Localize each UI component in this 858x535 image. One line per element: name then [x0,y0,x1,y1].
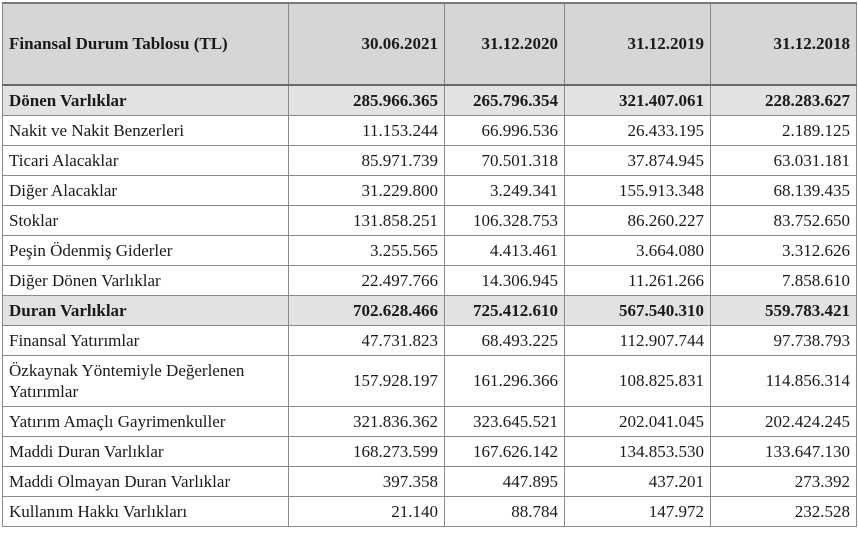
row-label: Diğer Dönen Varlıklar [3,266,289,296]
row-label: Ticari Alacaklar [3,146,289,176]
cell-value: 114.856.314 [711,356,857,407]
cell-value: 106.328.753 [445,206,565,236]
row-label: Peşin Ödenmiş Giderler [3,236,289,266]
cell-value: 285.966.365 [289,85,445,116]
cell-value: 83.752.650 [711,206,857,236]
cell-value: 228.283.627 [711,85,857,116]
table-row [3,236,857,266]
cell-value: 2.189.125 [711,116,857,146]
row-label: Duran Varlıklar [3,296,289,326]
column-header-2021-06: 30.06.2021 [289,3,445,85]
table-body [3,85,857,527]
cell-value: 559.783.421 [711,296,857,326]
cell-value: 321.407.061 [565,85,711,116]
cell-value: 725.412.610 [445,296,565,326]
cell-value: 202.041.045 [565,407,711,437]
table-row [3,437,857,467]
cell-value: 321.836.362 [289,407,445,437]
cell-value: 134.853.530 [565,437,711,467]
cell-value: 11.261.266 [565,266,711,296]
row-label: Finansal Yatırımlar [3,326,289,356]
cell-value: 437.201 [565,467,711,497]
cell-value: 85.971.739 [289,146,445,176]
financial-position-table [2,2,857,527]
row-label: Diğer Alacaklar [3,176,289,206]
cell-value: 31.229.800 [289,176,445,206]
row-label: Maddi Olmayan Duran Varlıklar [3,467,289,497]
cell-value: 447.895 [445,467,565,497]
cell-value: 147.972 [565,497,711,527]
cell-value: 88.784 [445,497,565,527]
row-label: Nakit ve Nakit Benzerleri [3,116,289,146]
table-row [3,407,857,437]
financial-position-table-container [2,2,856,527]
cell-value: 167.626.142 [445,437,565,467]
cell-value: 567.540.310 [565,296,711,326]
cell-value: 37.874.945 [565,146,711,176]
table-row [3,266,857,296]
cell-value: 131.858.251 [289,206,445,236]
cell-value: 161.296.366 [445,356,565,407]
cell-value: 14.306.945 [445,266,565,296]
cell-value: 108.825.831 [565,356,711,407]
row-label: Özkaynak Yöntemiyle Değerlenen Yatırımlar [3,356,289,407]
cell-value: 202.424.245 [711,407,857,437]
cell-value: 3.312.626 [711,236,857,266]
cell-value: 63.031.181 [711,146,857,176]
table-row [3,146,857,176]
cell-value: 397.358 [289,467,445,497]
cell-value: 112.907.744 [565,326,711,356]
cell-value: 4.413.461 [445,236,565,266]
cell-value: 157.928.197 [289,356,445,407]
table-row-current-assets [3,85,857,116]
cell-value: 3.255.565 [289,236,445,266]
column-header-2019: 31.12.2019 [565,3,711,85]
table-row [3,356,857,407]
table-row [3,467,857,497]
cell-value: 68.139.435 [711,176,857,206]
row-label: Stoklar [3,206,289,236]
cell-value: 86.260.227 [565,206,711,236]
cell-value: 22.497.766 [289,266,445,296]
cell-value: 97.738.793 [711,326,857,356]
cell-value: 133.647.130 [711,437,857,467]
table-row [3,206,857,236]
row-label: Kullanım Hakkı Varlıkları [3,497,289,527]
table-row [3,497,857,527]
cell-value: 323.645.521 [445,407,565,437]
cell-value: 47.731.823 [289,326,445,356]
cell-value: 11.153.244 [289,116,445,146]
cell-value: 273.392 [711,467,857,497]
table-header [3,3,857,85]
cell-value: 7.858.610 [711,266,857,296]
column-header-2018: 31.12.2018 [711,3,857,85]
cell-value: 3.249.341 [445,176,565,206]
cell-value: 21.140 [289,497,445,527]
cell-value: 702.628.466 [289,296,445,326]
table-title: Finansal Durum Tablosu (TL) [3,3,289,85]
cell-value: 168.273.599 [289,437,445,467]
table-row-non-current-assets [3,296,857,326]
cell-value: 232.528 [711,497,857,527]
row-label: Maddi Duran Varlıklar [3,437,289,467]
row-label: Yatırım Amaçlı Gayrimenkuller [3,407,289,437]
cell-value: 66.996.536 [445,116,565,146]
cell-value: 68.493.225 [445,326,565,356]
cell-value: 26.433.195 [565,116,711,146]
table-row [3,326,857,356]
table-row [3,116,857,146]
cell-value: 155.913.348 [565,176,711,206]
header-row [3,3,857,85]
cell-value: 265.796.354 [445,85,565,116]
row-label: Dönen Varlıklar [3,85,289,116]
column-header-2020: 31.12.2020 [445,3,565,85]
cell-value: 3.664.080 [565,236,711,266]
table-row [3,176,857,206]
cell-value: 70.501.318 [445,146,565,176]
